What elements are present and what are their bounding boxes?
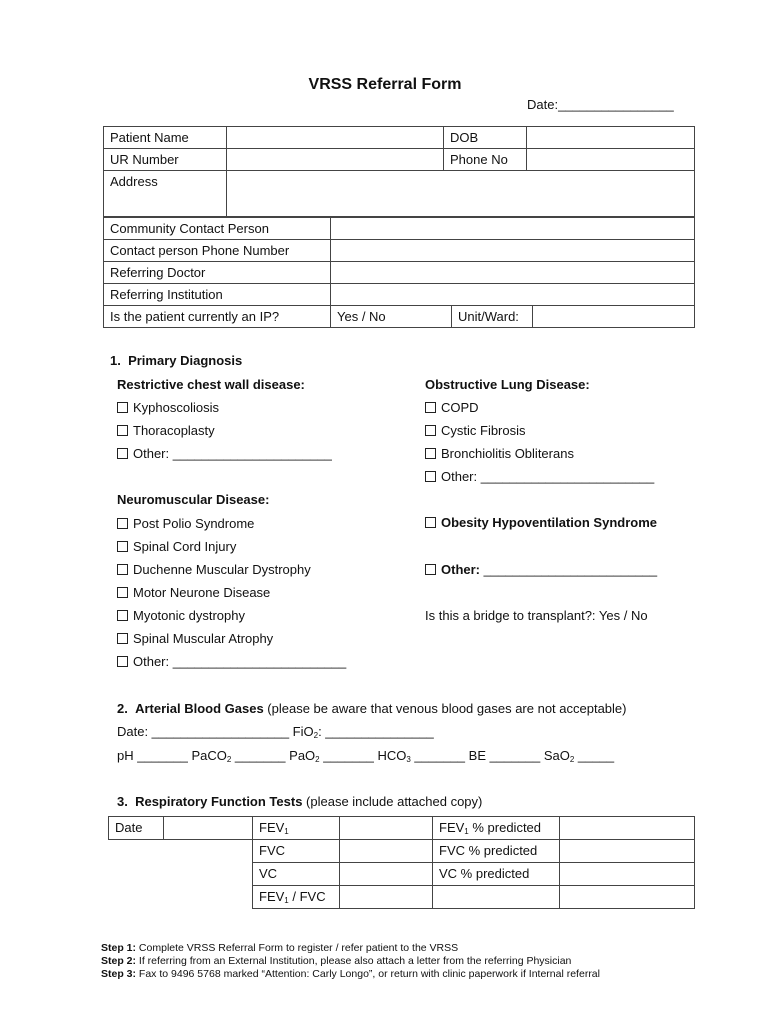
rft-empty-input[interactable] — [560, 886, 695, 909]
address-input[interactable] — [227, 171, 695, 217]
rft-fvc-pred-label: FVC % predicted — [433, 840, 560, 863]
rft-fev1-pred-label: $FEV_1$ % predicted — [433, 817, 560, 840]
checkbox-icon[interactable] — [117, 541, 128, 552]
rft-blank — [164, 840, 253, 863]
checkbox-icon[interactable] — [117, 656, 128, 667]
rft-vc-pred-input[interactable] — [560, 863, 695, 886]
contact-info-table — [103, 217, 695, 328]
checkbox-cystic-fibrosis[interactable]: Cystic Fibrosis — [425, 423, 526, 438]
checkbox-other-bold[interactable]: Other: ________________________ — [425, 562, 657, 577]
checkbox-icon[interactable] — [117, 448, 128, 459]
instructions — [101, 942, 600, 981]
checkbox-obstructive-other[interactable]: Other: ________________________ — [425, 469, 654, 484]
phone-no-input[interactable] — [527, 149, 695, 171]
rft-vc-input[interactable] — [340, 863, 433, 886]
referring-institution-label: Referring Institution — [104, 284, 331, 306]
checkbox-kyphoscoliosis[interactable]: Kyphoscoliosis — [117, 400, 219, 415]
checkbox-icon[interactable] — [117, 564, 128, 575]
checkbox-duchenne[interactable]: Duchenne Muscular Dystrophy — [117, 562, 311, 577]
checkbox-myotonic[interactable]: Myotonic dystrophy — [117, 608, 245, 623]
abg-date-fio2-line[interactable]: Date: ___________________ FiO$_2$: _______________ — [117, 724, 434, 740]
rft-fvc-pred-input[interactable] — [560, 840, 695, 863]
contact-phone-input[interactable] — [331, 240, 695, 262]
checkbox-icon[interactable] — [117, 633, 128, 644]
checkbox-sma[interactable]: Spinal Muscular Atrophy — [117, 631, 273, 646]
rft-fvc-label: FVC — [253, 840, 340, 863]
form-title: VRSS Referral Form — [308, 76, 462, 93]
step-1: Step 1: Complete VRSS Referral Form to register / refer patient to the VRSS — [101, 942, 459, 954]
checkbox-spinal-cord[interactable]: Spinal Cord Injury — [117, 539, 236, 554]
checkbox-icon[interactable] — [117, 518, 128, 529]
neuromuscular-heading: Neuromuscular Disease: — [117, 492, 270, 507]
unit-ward-label: Unit/Ward: — [452, 306, 533, 328]
date-field[interactable]: Date:________________ — [527, 97, 674, 112]
checkbox-icon[interactable] — [425, 425, 436, 436]
checkbox-icon[interactable] — [425, 448, 436, 459]
rft-fev1-input[interactable] — [340, 817, 433, 840]
section2-heading: 2. Arterial Blood Gases (please be aware that venous blood gases are not acceptable) — [117, 701, 627, 716]
phone-no-label: Phone No — [444, 149, 527, 171]
rft-vc-label: VC — [253, 863, 340, 886]
referring-institution-input[interactable] — [331, 284, 695, 306]
rft-blank — [164, 886, 253, 909]
section3-heading: 3. Respiratory Function Tests (please include attached copy) — [117, 794, 483, 809]
dob-label: DOB — [444, 127, 527, 149]
rft-fev1-label: $FEV_1$ — [253, 817, 340, 840]
step-2: Step 2: If referring from an External Institution, please also attach a letter from the referring Physician — [101, 955, 572, 967]
referring-doctor-label: Referring Doctor — [104, 262, 331, 284]
patient-info-table — [103, 126, 695, 217]
checkbox-icon[interactable] — [425, 402, 436, 413]
ur-number-label: UR Number — [104, 149, 227, 171]
address-label: Address — [104, 171, 227, 217]
checkbox-icon[interactable] — [425, 517, 436, 528]
rft-date-input[interactable] — [164, 817, 253, 840]
rft-fev1-fvc-label: $FEV_1$ / FVC — [253, 886, 340, 909]
restrictive-heading: Restrictive chest wall disease: — [117, 377, 305, 392]
rft-table — [108, 816, 695, 909]
dob-input[interactable] — [527, 127, 695, 149]
rft-blank — [109, 840, 164, 863]
inpatient-question-label: Is the patient currently an IP? — [104, 306, 331, 328]
section1-heading: 1. Primary Diagnosis — [110, 353, 243, 368]
patient-name-input[interactable] — [227, 127, 444, 149]
checkbox-icon[interactable] — [117, 610, 128, 621]
contact-phone-label: Contact person Phone Number — [104, 240, 331, 262]
checkbox-thoracoplasty[interactable]: Thoracoplasty — [117, 423, 215, 438]
checkbox-icon[interactable] — [117, 402, 128, 413]
checkbox-icon[interactable] — [425, 471, 436, 482]
checkbox-post-polio[interactable]: Post Polio Syndrome — [117, 516, 254, 531]
checkbox-icon[interactable] — [117, 425, 128, 436]
rft-blank — [109, 863, 164, 886]
referring-doctor-input[interactable] — [331, 262, 695, 284]
rft-blank — [109, 886, 164, 909]
patient-name-label: Patient Name — [104, 127, 227, 149]
unit-ward-input[interactable] — [533, 306, 695, 328]
checkbox-obesity[interactable]: Obesity Hypoventilation Syndrome — [425, 515, 657, 530]
rft-fev1-pred-input[interactable] — [560, 817, 695, 840]
rft-fvc-input[interactable] — [340, 840, 433, 863]
checkbox-bronchiolitis[interactable]: Bronchiolitis Obliterans — [425, 446, 574, 461]
rft-date-label: Date — [109, 817, 164, 840]
checkbox-copd[interactable]: COPD — [425, 400, 479, 415]
community-contact-input[interactable] — [331, 218, 695, 240]
community-contact-label: Community Contact Person — [104, 218, 331, 240]
ur-number-input[interactable] — [227, 149, 444, 171]
checkbox-icon[interactable] — [425, 564, 436, 575]
rft-vc-pred-label: VC % predicted — [433, 863, 560, 886]
rft-empty-label — [433, 886, 560, 909]
checkbox-motor-neurone[interactable]: Motor Neurone Disease — [117, 585, 270, 600]
rft-blank — [164, 863, 253, 886]
abg-values-line[interactable]: pH _______ PaCO$_2$ _______ PaO$_2$ _______ $HCO_3$ _______ BE _______ SaO$_2$ _____ — [117, 748, 615, 764]
inpatient-yes-no[interactable]: Yes / No — [331, 306, 452, 328]
obstructive-heading: Obstructive Lung Disease: — [425, 377, 590, 392]
rft-fev1-fvc-input[interactable] — [340, 886, 433, 909]
checkbox-restrictive-other[interactable]: Other: ______________________ — [117, 446, 332, 461]
bridge-question: Is this a bridge to transplant?: Yes / No — [425, 608, 648, 623]
checkbox-neuromuscular-other[interactable]: Other: ________________________ — [117, 654, 346, 669]
checkbox-icon[interactable] — [117, 587, 128, 598]
step-3: Step 3: Fax to 9496 5768 marked “Attention: Carly Longo”, or return with clinic paperwork if Internal referral — [101, 968, 600, 980]
